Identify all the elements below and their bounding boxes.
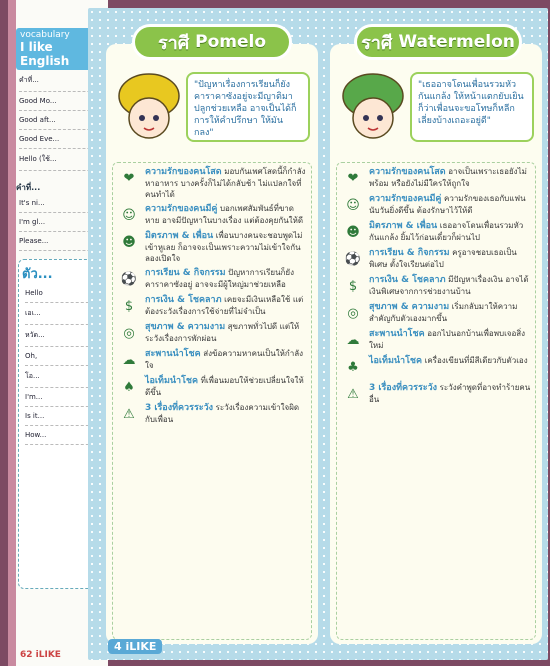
bottle-icon: ♣ [347, 359, 359, 375]
zodiac-name: Pomelo [195, 32, 267, 52]
fortune-item [117, 402, 307, 426]
phrase-line: คำที่... [19, 75, 105, 92]
fortune-heading: สะพานนำโชค [369, 329, 425, 339]
fortune-text [369, 328, 531, 352]
fortune-item [341, 355, 531, 379]
phrase-line: I'm gl... [19, 218, 105, 232]
dialogue-title: ตัว... [22, 267, 53, 282]
dialogue-line: Is it... [25, 412, 99, 426]
quote-bubble: "เธออาจโดนเพื่อนรวมหัวกันแกล้ง ให้หน้าแตกยับเยิน ก็ว่าเพื่อนจะขอโทษก็หลีกเลี่ยงบ้างเถอะอยู่ดี" [410, 72, 534, 142]
fortune-text [369, 247, 531, 271]
zodiac-title [354, 24, 522, 60]
fortune-heading: การเรียน & กิจกรรม [369, 248, 450, 258]
fortune-text [145, 203, 307, 227]
fortune-heading: สุขภาพ & ความงาม [145, 322, 226, 332]
zodiac-title [132, 24, 292, 60]
phrase-line: Hello (ใช้... [19, 154, 105, 171]
phrase-line: Good aft... [19, 116, 105, 130]
header-big: I like English [20, 40, 70, 68]
fortune-text [145, 348, 307, 372]
fortune-item [117, 166, 307, 200]
fortune-item [117, 375, 307, 399]
fortune-text [145, 294, 307, 318]
intro-panel [338, 68, 534, 152]
zodiac-mascot-icon [338, 70, 408, 146]
fortune-item [341, 382, 531, 406]
fortune-item [117, 267, 307, 291]
fortune-item [117, 348, 307, 372]
fortune-body: ระวังเรื่องความเข้าใจผิดกับเพื่อน [145, 403, 300, 424]
fortune-item [341, 328, 531, 352]
zodiac-name: Watermelon [398, 32, 515, 52]
friends-icon: ☻ [122, 234, 136, 250]
horoscope-page [88, 8, 548, 660]
fortune-text [369, 382, 531, 406]
fortune-item [341, 301, 531, 325]
fortune-heading: ความรักของคนมีคู่ [369, 194, 442, 204]
fortune-body: มีปัญหาเรื่องเงิน อาจได้เงินพิเศษจากการช่วยงานบ้าน [369, 275, 529, 296]
fortune-body: ระวังคำพูดที่อาจทำร้ายคนอื่น [369, 383, 531, 404]
dialogue-line: I'm... [25, 393, 99, 407]
warning-icon: ⚠ [347, 386, 359, 402]
fortune-text [369, 220, 531, 244]
fortune-heading: สะพานนำโชค [145, 349, 201, 359]
fortune-body: ปัญหาการเรียนก็ยังคาราคาซังอยู่ อาจจะมีผู้ใหญ่มาช่วยเหลือ [145, 268, 295, 289]
fortune-body: เริ่มกลับมาให้ความสำคัญกับตัวเองมากขึ้น [369, 302, 518, 323]
fortune-heading: มิตรภาพ & เพื่อน [145, 231, 214, 241]
zodiac-column-watermelon [330, 32, 542, 644]
dialogue-line: หวัด... [25, 330, 99, 347]
fortune-heading: ความรักของคนมีคู่ [145, 204, 218, 214]
fortune-text [145, 321, 307, 345]
fortune-text [145, 402, 307, 426]
fortune-body: มอบกันเพศโสดนี้ก็กำลังหาอาหาร บางครั้งก็ไม่ได้กลับช้า ไม่แปลกใจที่คนทำได้ [145, 167, 306, 199]
couple-icon: ☺ [122, 207, 136, 223]
money-icon: $ [348, 278, 358, 294]
soccer-icon: ⚽ [120, 271, 138, 287]
fortune-body: ส่งข้อความหาคนเป็นให้กำลังใจ [145, 349, 304, 370]
fortune-heading: ความรักของคนโสด [145, 167, 222, 177]
fortune-heading: 3 เรื่องที่ควรระวัง [145, 403, 214, 413]
phrase-line: Please... [19, 237, 105, 251]
heart-lock-icon: ❤ [123, 170, 135, 186]
fortune-body: ครูอาจชอบเธอเป็นพิเศษ ตั้งใจเรียนต่อไป [369, 248, 517, 269]
mirror-icon: ◎ [347, 305, 359, 321]
phrase-line: Good Mo... [19, 97, 105, 111]
fortune-item [341, 247, 531, 271]
fortune-body: บอกเพศสัมพันธ์ที่ขาดหาย อาจมีปัญหาในบางเรื่อง แต่ต้องคุยกันให้ดี [145, 204, 304, 225]
fortune-text [369, 166, 531, 190]
title-prefix: ราศี [157, 32, 190, 54]
back-page-number: 62 iLIKE [20, 650, 61, 660]
fortune-heading: 3 เรื่องที่ควรระวัง [369, 383, 438, 393]
fortune-item [341, 193, 531, 217]
bag-icon: ♠ [123, 379, 135, 395]
fortune-heading: ไอเท็มนำโชค [145, 376, 199, 386]
dialogue-line: Oh, [25, 352, 99, 366]
english-header [16, 28, 94, 70]
couple-icon: ☺ [346, 197, 360, 213]
dialogue-line: เอเ... [25, 308, 99, 325]
section-heading: คำที่... [16, 183, 41, 192]
page-number: 4 iLIKE [108, 639, 162, 654]
fortune-heading: มิตรภาพ & เพื่อน [369, 221, 438, 231]
fortune-body: ความรักของเธอกับแฟนนับวันยิ่งดีขึ้น ต้องรักษาไว้ให้ดี [369, 194, 526, 215]
quote-bubble: "ปัญหาเรื่องการเรียนก็ยังคาราคาซังอยู่จะมีญาติมาปลูกช่วยเหลือ อาจเป็นได้ก็การให้คำปรึกษา ให้มันกลง" [186, 72, 310, 142]
fortune-body: สุขภาพทั่วไปดี แต่ให้ระวังเรื่องการพักผ่อน [145, 322, 300, 343]
cloud-icon: ☁ [346, 332, 360, 348]
fortune-text [145, 267, 307, 291]
fortune-body: เพื่อนบางคนจะชอบพูดไม่เข้าหูเลย ก็อาจจะเป็นเพราะความไม่เข้าใจกัน ลองเปิดใจ [145, 231, 303, 263]
fortune-text [145, 230, 307, 264]
intro-panel [114, 68, 310, 152]
fortune-item [117, 294, 307, 318]
friends-icon: ☻ [346, 224, 360, 240]
fortune-body: เคยจะมีเงินเหลือใช้ แต่ต้องระวังเรื่องการใช้จ่ายที่ไม่จำเป็น [145, 295, 304, 316]
fortune-text [145, 166, 307, 200]
zodiac-mascot-icon [114, 70, 184, 146]
fortune-heading: ความรักของคนโสด [369, 167, 446, 177]
fortune-text [369, 301, 531, 325]
dialogue-line: โอ... [25, 371, 99, 388]
soccer-icon: ⚽ [344, 251, 362, 267]
fortune-body: เธออาจโดนเพื่อนรวมหัวกันแกล้ง ยิ้มไว้ก่อนเดี๋ยวก็ผ่านไป [369, 221, 524, 242]
fortune-item [341, 166, 531, 190]
heart-lock-icon: ❤ [347, 170, 359, 186]
fortune-text [369, 274, 531, 298]
phrase-line: It's ni... [19, 199, 105, 213]
zodiac-column-pomelo [106, 32, 318, 644]
fortune-text [369, 193, 531, 217]
fortune-body: ออกไปนอกบ้านเพื่อพบเจอสิ่งใหม่ [369, 329, 526, 350]
mirror-icon: ◎ [123, 325, 135, 341]
fortune-heading: การเงิน & โชคลาภ [369, 275, 446, 285]
fortune-text [369, 355, 528, 379]
fortune-body: เครื่องเขียนที่มีสีเดียวกับตัวเอง [424, 356, 528, 365]
phrase-line: Good Eve... [19, 135, 105, 149]
fortune-body: อาจเป็นเพราะเธอยังไม่พร้อม หรือยังไม่มีใครให้ถูกใจ [369, 167, 527, 188]
fortune-list [336, 162, 536, 640]
fortune-heading: การเงิน & โชคลาภ [145, 295, 222, 305]
fortune-heading: การเรียน & กิจกรรม [145, 268, 226, 278]
dialogue-line: How... [25, 431, 99, 445]
dialogue-line: Hello [25, 289, 99, 303]
fortune-item [117, 230, 307, 264]
fortune-item [117, 203, 307, 227]
title-prefix: ราศี [361, 32, 393, 54]
fortune-heading: สุขภาพ & ความงาม [369, 302, 450, 312]
fortune-heading: ไอเท็มนำโชค [369, 356, 423, 366]
fortune-item [117, 321, 307, 345]
warning-icon: ⚠ [123, 406, 135, 422]
fortune-item [341, 274, 531, 298]
cloud-icon: ☁ [122, 352, 136, 368]
fortune-body: ที่เพื่อนมอบให้ช่วยเปลี่ยนใจให้ดีขึ้น [145, 376, 304, 397]
fortune-list [112, 162, 312, 640]
fortune-item [341, 220, 531, 244]
fortune-text [145, 375, 307, 399]
money-icon: $ [124, 298, 134, 314]
header-small: vocabulary [20, 30, 70, 40]
